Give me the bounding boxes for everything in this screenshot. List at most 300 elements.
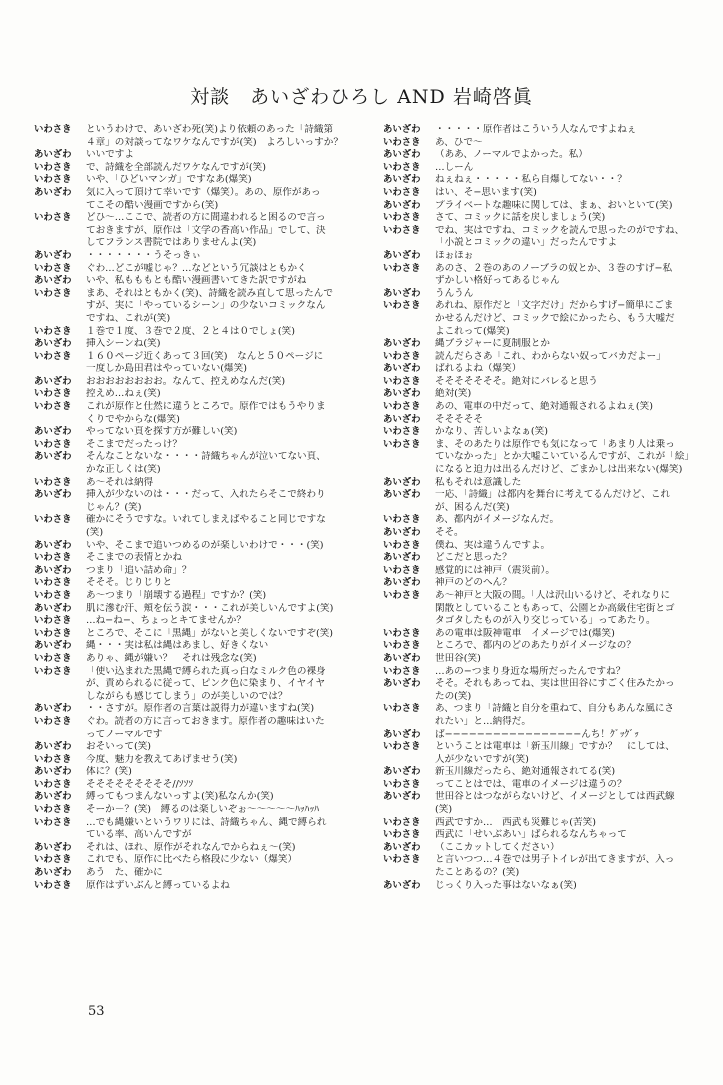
dialogue-line <box>34 590 352 603</box>
dialogue-line <box>383 388 701 401</box>
dialogue-text: あのさ、２巻のあのノーブラの奴とか、３巻のすげ−私 <box>435 262 673 274</box>
dialogue-text: 気に入って頂けて幸いです（爆笑）。あの、原作があっ <box>86 186 321 198</box>
dialogue-line <box>34 703 352 716</box>
dialogue-text: いや、「ひどいマンガ」ですなあ(爆笑) <box>86 174 252 186</box>
dialogue-text: 挿入シーンね(笑) <box>86 338 161 350</box>
dialogue-text: 挿入が少ないのは・・・だって、入れたらそこで終わり <box>86 489 326 501</box>
page-number: 53 <box>88 1004 105 1019</box>
speaker-name <box>34 527 86 540</box>
dialogue-text: で、詩織を全部読んだワケなんですが(笑) <box>86 161 266 173</box>
speaker-name: あいざわ <box>383 728 421 740</box>
speaker-name: あいざわ <box>34 564 72 576</box>
dialogue-line <box>34 502 352 515</box>
dialogue-text: ている率、高いんですが <box>86 829 192 841</box>
dialogue-text: ばれるよね（爆笑） <box>435 363 522 375</box>
dialogue-line <box>34 439 352 452</box>
dialogue-line <box>383 200 701 213</box>
speaker-name: いわさき <box>34 174 72 186</box>
speaker-name: あいざわ <box>34 451 72 463</box>
dialogue-line <box>34 275 352 288</box>
speaker-name <box>383 313 435 326</box>
dialogue-line <box>34 351 352 364</box>
dialogue-text: ということは電車は「新玉川線」ですか？ にしては、 <box>435 741 675 753</box>
dialogue-line <box>34 426 352 439</box>
dialogue-line <box>383 703 701 716</box>
dialogue-text: かな正しくは(笑) <box>86 464 161 476</box>
dialogue-line <box>383 439 701 452</box>
dialogue-line <box>34 464 352 477</box>
dialogue-line <box>34 716 352 729</box>
speaker-name: いわさき <box>34 615 72 627</box>
dialogue-line <box>383 729 701 742</box>
speaker-name: いわさき <box>34 589 72 601</box>
dialogue-line <box>383 326 701 339</box>
dialogue-text: ぐわ…どこが嘘じゃ？…などという冗談はともかく <box>86 262 307 274</box>
dialogue-line <box>34 263 352 276</box>
speaker-name: あいざわ <box>383 527 421 538</box>
dialogue-line <box>34 552 352 565</box>
dialogue-line <box>383 514 701 527</box>
dialogue-line <box>383 577 701 590</box>
dialogue-text: ば−−−−−−−−−−−−−−−−−んち！ｸﾞｯｸﾞｯ <box>435 728 639 740</box>
dialogue-text: そこまでの表情とかね <box>86 552 182 564</box>
dialogue-text: やってない頁を探す方が難しい(笑) <box>86 426 238 438</box>
speaker-name <box>34 502 86 515</box>
dialogue-text: １６０ページ近くあって３回(笑) なんと５０ページに <box>86 350 324 362</box>
dialogue-text: 神戸のどのへん？ <box>435 577 512 589</box>
dialogue-line <box>383 552 701 565</box>
dialogue-text: そそそそそそそそそ//ｿｿｿ <box>86 778 194 790</box>
dialogue-text: ずかしい格好ってあるじゃん <box>435 275 560 287</box>
speaker-name <box>34 313 86 326</box>
dialogue-text: そこまでだったっけ？ <box>86 438 182 450</box>
speaker-name <box>34 414 86 427</box>
speaker-name: いわさき <box>383 854 421 866</box>
dialogue-text: 今度、魅力を教えてあげませう(笑) <box>86 753 238 765</box>
speaker-name: いわさき <box>383 665 421 677</box>
dialogue-text: ってノーマルです <box>86 728 163 740</box>
dialogue-text: あの電車は阪神電車 イメージでは(爆笑) <box>435 627 615 639</box>
dialogue-line <box>383 628 701 641</box>
speaker-name: いわさき <box>383 438 421 450</box>
dialogue-line <box>383 653 701 666</box>
dialogue-line <box>383 313 701 326</box>
dialogue-line <box>34 137 352 150</box>
speaker-name: いわさき <box>34 879 72 891</box>
dialogue-line <box>34 880 352 893</box>
dialogue-line <box>34 212 352 225</box>
speaker-name <box>34 829 86 842</box>
dialogue-text: たの(笑) <box>435 690 472 702</box>
speaker-name: あいざわ <box>383 879 421 891</box>
dialogue-line <box>383 880 701 893</box>
dialogue-text: (笑) <box>86 527 104 538</box>
speaker-name: いわさき <box>383 627 421 639</box>
speaker-name: いわさき <box>383 186 421 198</box>
dialogue-line <box>383 300 701 313</box>
speaker-name: あいざわ <box>383 552 421 564</box>
dialogue-line <box>34 477 352 490</box>
speaker-name <box>383 867 435 880</box>
dialogue-text: ってことはでは、電車のイメージは違うの？ <box>435 778 627 790</box>
speaker-name: あいざわ <box>34 338 72 350</box>
speaker-name: あいざわ <box>34 841 72 853</box>
dialogue-line <box>383 237 701 250</box>
dialogue-text: …あの−つまり身近な場所だったんですね？ <box>435 665 626 677</box>
speaker-name: あいざわ <box>383 791 421 803</box>
speaker-name: いわさき <box>383 300 421 312</box>
dialogue-text: ぐわ。読者の方に言っておきます。原作者の趣味はいた <box>86 715 325 727</box>
dialogue-line <box>34 414 352 427</box>
dialogue-line <box>383 401 701 414</box>
speaker-name <box>34 729 86 742</box>
dialogue-text: おそいって(笑) <box>86 741 152 753</box>
dialogue-line <box>34 514 352 527</box>
speaker-name: いわさき <box>34 715 72 727</box>
dialogue-text: ・・・・・原作者はこういう人なんですよねぇ <box>435 124 637 135</box>
speaker-name: いわさき <box>383 816 421 828</box>
dialogue-line <box>383 477 701 490</box>
dialogue-text: でね、実はですね、コミックを読んで思ったのがですね、 <box>435 224 685 236</box>
right-column <box>383 124 701 892</box>
dialogue-line <box>383 829 701 842</box>
speaker-name: あいざわ <box>383 149 421 161</box>
dialogue-text: 控えめ…ねぇ(笑) <box>86 388 161 400</box>
speaker-name: いわさき <box>34 816 72 828</box>
speaker-name: あいざわ <box>383 287 421 299</box>
dialogue-text: そそそそそそそ。絶対にバレると思う <box>435 375 598 387</box>
dialogue-line <box>34 817 352 830</box>
dialogue-text: …しーん <box>435 161 474 173</box>
dialogue-line <box>34 200 352 213</box>
speaker-name: いわさき <box>34 124 72 135</box>
speaker-name <box>34 464 86 477</box>
dialogue-line <box>34 326 352 339</box>
dialogue-line <box>34 288 352 301</box>
dialogue-line <box>34 829 352 842</box>
speaker-name: あいざわ <box>34 149 72 161</box>
dialogue-text: 私もそれは意識した <box>435 476 522 488</box>
dialogue-line <box>34 388 352 401</box>
dialogue-line <box>383 376 701 389</box>
dialogue-line <box>34 842 352 855</box>
speaker-name: いわさき <box>383 514 421 526</box>
speaker-name: いわさき <box>383 350 421 362</box>
dialogue-line <box>383 162 701 175</box>
dialogue-line <box>34 401 352 414</box>
speaker-name: いわさき <box>383 161 421 173</box>
dialogue-text: になると迫力は出るんだけど、ごまかしは出来ない(爆笑) <box>435 464 683 476</box>
dialogue-text: そそそそそ <box>435 413 483 425</box>
dialogue-line <box>383 225 701 238</box>
dialogue-line <box>383 779 701 792</box>
dialogue-text: うんうん <box>435 287 474 299</box>
dialogue-text: あ、都内がイメージなんだ。 <box>435 514 560 526</box>
dialogue-text: ・・さすが。原作者の言葉は説得力が違いますね(笑) <box>86 703 315 715</box>
dialogue-text: が、困るんだ(笑) <box>435 501 510 513</box>
speaker-name: いわさき <box>383 829 421 841</box>
speaker-name <box>34 363 86 376</box>
dialogue-text: ていなかった」とか大嘘こいているんですが、これが「絵」 <box>435 451 695 463</box>
dialogue-line <box>383 149 701 162</box>
speaker-name <box>34 200 86 213</box>
dialogue-line <box>383 678 701 691</box>
dialogue-line <box>34 489 352 502</box>
dialogue-text: あの、電車の中だって、絶対通報されるよねぇ(笑) <box>435 401 653 413</box>
speaker-name: あいざわ <box>383 174 421 186</box>
dialogue-text: (笑) <box>435 804 453 816</box>
speaker-name: あいざわ <box>34 375 72 387</box>
dialogue-line <box>34 338 352 351</box>
speaker-name <box>34 678 86 691</box>
dialogue-text: これでも、原作に比べたら格段に少ない（爆笑） <box>86 854 298 866</box>
speaker-name: いわさき <box>34 350 72 362</box>
dialogue-line <box>383 842 701 855</box>
dialogue-line <box>383 275 701 288</box>
dialogue-text: 感覚的には神戸（震災前）。 <box>435 564 555 576</box>
dialogue-text: よこれって(爆笑) <box>435 325 510 337</box>
speaker-name: あいざわ <box>383 388 421 400</box>
speaker-name: あいざわ <box>383 363 421 375</box>
speaker-name: あいざわ <box>383 577 421 589</box>
speaker-name <box>383 615 435 628</box>
dialogue-text: くりでやからな(爆笑) <box>86 413 180 425</box>
dialogue-text: 縛ってもつまんないっすよ(笑)私なんか(笑) <box>86 791 274 803</box>
speaker-name: あいざわ <box>34 602 72 614</box>
speaker-name: いわさき <box>34 552 72 564</box>
dialogue-line <box>34 729 352 742</box>
speaker-name: いわさき <box>383 401 421 413</box>
speaker-name: あいざわ <box>383 199 421 211</box>
dialogue-text: さて、コミックに話を戻しましょう(笑) <box>435 212 606 224</box>
dialogue-text: ほぉほぉ <box>435 249 474 261</box>
dialogue-text: どこだと思った？ <box>435 552 512 564</box>
dialogue-text: 世田谷とはつながらないけど、イメージとしては西武線 <box>435 791 675 803</box>
dialogue-text: １巻で１度、３巻で２度、２と４は０でしょ(笑) <box>86 325 295 337</box>
dialogue-text: 一度しか島田君はやっていない(爆笑) <box>86 363 247 375</box>
speaker-name: いわさき <box>383 136 421 148</box>
speaker-name: いわさき <box>34 438 72 450</box>
dialogue-text: （ここカットしてください） <box>435 841 560 853</box>
dialogue-text: じゃん？(笑) <box>86 501 142 513</box>
speaker-name: あいざわ <box>34 791 72 803</box>
dialogue-line <box>34 124 352 137</box>
dialogue-line <box>383 212 701 225</box>
speaker-name <box>383 275 435 288</box>
speaker-name <box>383 326 435 339</box>
dialogue-text: 読んだらさあ「これ、わからない奴ってバカだよー」 <box>435 350 666 362</box>
dialogue-text: 「使い込まれた黒縄で縛られた真っ白なミルク色の裸身 <box>86 665 326 677</box>
speaker-name: いわさき <box>34 577 72 589</box>
speaker-name: あいざわ <box>383 476 421 488</box>
dialogue-text: あ〜神戸と大阪の間。「人は沢山いるけど、それなりに <box>435 589 671 601</box>
speaker-name: あいざわ <box>383 489 421 501</box>
dialogue-line <box>383 451 701 464</box>
speaker-name: いわさき <box>383 375 421 387</box>
speaker-name <box>34 237 86 250</box>
dialogue-line <box>383 741 701 754</box>
dialogue-line <box>383 565 701 578</box>
left-column <box>34 124 352 892</box>
dialogue-text: かせるんだけど、コミックで絵にかったら、もう大嘘だ <box>435 312 675 324</box>
dialogue-text: はい、そ−思います(笑) <box>435 186 537 198</box>
dialogue-line <box>34 615 352 628</box>
dialogue-line <box>34 766 352 779</box>
speaker-name: あいざわ <box>383 678 421 690</box>
speaker-name: あいざわ <box>34 186 72 198</box>
speaker-name: あいざわ <box>383 249 421 261</box>
dialogue-line <box>383 640 701 653</box>
dialogue-line <box>34 187 352 200</box>
dialogue-line <box>34 603 352 616</box>
speaker-name: いわさき <box>383 703 421 715</box>
dialogue-text: すが、実に「やっているシーン」の少ないコミックなん <box>86 300 326 312</box>
dialogue-line <box>383 854 701 867</box>
dialogue-text: ところで、そこに「黒縄」がないと美しくないですぞ(笑) <box>86 627 334 639</box>
dialogue-text: そそそ。じりじりと <box>86 577 173 589</box>
speaker-name <box>34 691 86 704</box>
dialogue-text: 「小説とコミックの違い」だったんですよ <box>435 237 618 249</box>
dialogue-text: が、責められるに従って、ピンク色に染まり、イヤイヤ <box>86 678 326 690</box>
speaker-name: あいざわ <box>34 539 72 551</box>
dialogue-line <box>34 527 352 540</box>
dialogue-text: 縄・・・実は私は縄はあまし、好きくない <box>86 640 269 652</box>
dialogue-line <box>383 527 701 540</box>
speaker-name <box>383 804 435 817</box>
dialogue-line <box>383 351 701 364</box>
speaker-name <box>383 502 435 515</box>
speaker-name: いわさき <box>383 589 421 601</box>
dialogue-line <box>34 162 352 175</box>
speaker-name: あいざわ <box>383 338 421 350</box>
dialogue-line <box>34 678 352 691</box>
dialogue-line <box>383 338 701 351</box>
dialogue-text: （ああ、ノーマルでよかった。私） <box>435 149 588 161</box>
dialogue-text: というわけで、あいざわ死(笑)より依頼のあった「詩織第 <box>86 124 334 135</box>
dialogue-text: 体に？(笑) <box>86 766 132 778</box>
dialogue-line <box>383 250 701 263</box>
dialogue-line <box>34 451 352 464</box>
speaker-name: いわさき <box>34 325 72 337</box>
dialogue-text: それは、ほれ、原作がそれなんでからねぇ〜(笑) <box>86 841 296 853</box>
dialogue-line <box>383 754 701 767</box>
dialogue-line <box>34 376 352 389</box>
dialogue-text: 原作はずいぶんと縛っているよね <box>86 879 230 891</box>
dialogue-text: プライベートな趣味に関しては、まぁ、おいといて(笑) <box>435 199 673 211</box>
dialogue-text: しながらも感じてしまう」のが美しいのでは？ <box>86 690 288 702</box>
dialogue-text: …ね−ね−、ちょっとキてませんか？ <box>86 615 246 627</box>
dialogue-line <box>383 791 701 804</box>
speaker-name: いわさき <box>34 212 72 224</box>
dialogue-line <box>383 363 701 376</box>
speaker-name: あいざわ <box>34 766 72 778</box>
speaker-name: いわさき <box>383 224 421 236</box>
dialogue-line <box>34 628 352 641</box>
dialogue-line <box>34 691 352 704</box>
speaker-name: いわさき <box>383 640 421 652</box>
speaker-name: いわさき <box>34 388 72 400</box>
dialogue-text: ありゃ、縄が嫌い？ それは残念な(笑) <box>86 652 257 664</box>
speaker-name: いわさき <box>383 741 421 753</box>
dialogue-line <box>34 225 352 238</box>
page-title: 対談 あいざわひろし AND 岩崎啓眞 <box>190 86 533 108</box>
dialogue-text: あ〜つまり「崩壊する過程」ですか？(笑) <box>86 589 267 601</box>
dialogue-line <box>34 804 352 817</box>
speaker-name: いわさき <box>34 161 72 173</box>
dialogue-line <box>383 590 701 603</box>
speaker-name <box>34 137 86 150</box>
dialogue-text: 閑散としていることもあって、公園とか高級住宅街とゴ <box>435 602 675 614</box>
dialogue-line <box>383 540 701 553</box>
speaker-name: いわさき <box>34 514 72 526</box>
dialogue-text: つまり「追い詰め命」？ <box>86 564 192 576</box>
dialogue-text: まあ、それはともかく(笑)、詩織を読み直して思ったんで <box>86 287 333 299</box>
speaker-name: あいざわ <box>383 413 421 425</box>
dialogue-line <box>34 741 352 754</box>
dialogue-text: あ、つまり「詩織と自分を重ねて、自分もあんな風にさ <box>435 703 675 715</box>
dialogue-text: 肌に滲む汗、頬を伝う涙・・・これが美しいんですよ(笑) <box>86 602 334 614</box>
dialogue-line <box>383 187 701 200</box>
dialogue-line <box>383 263 701 276</box>
dialogue-line <box>383 867 701 880</box>
speaker-name: いわさき <box>34 854 72 866</box>
dialogue-line <box>34 540 352 553</box>
dialogue-text: 絶対(笑) <box>435 388 472 400</box>
dialogue-text: じっくり入った事はないなぁ(笑) <box>435 879 577 891</box>
speaker-name: あいざわ <box>383 652 421 664</box>
dialogue-text: あ、ひで〜 <box>435 136 483 148</box>
dialogue-text: 西武に「せいぶあい」ばられるなんちゃって <box>435 829 627 841</box>
speaker-name: いわさき <box>34 627 72 639</box>
dialogue-line <box>383 124 701 137</box>
speaker-name <box>383 691 435 704</box>
dialogue-line <box>383 817 701 830</box>
dialogue-text: してフランス書院ではありませんよ(笑) <box>86 237 257 249</box>
dialogue-line <box>383 804 701 817</box>
dialogue-text: 確かにそうですな。いれてしまえばやること同じですな <box>86 514 326 526</box>
dialogue-line <box>34 779 352 792</box>
dialogue-text: いいですよ <box>86 149 134 161</box>
dialogue-text: ねぇねぇ・・・・・私ら自爆してない・・？ <box>435 174 627 186</box>
speaker-name: いわさき <box>383 262 421 274</box>
speaker-name: あいざわ <box>34 703 72 715</box>
speaker-name: あいざわ <box>34 275 72 287</box>
speaker-name: いわさき <box>383 426 421 438</box>
speaker-name <box>383 464 435 477</box>
speaker-name: いわさき <box>383 539 421 551</box>
speaker-name <box>383 716 435 729</box>
speaker-name <box>34 300 86 313</box>
dialogue-line <box>34 237 352 250</box>
dialogue-line <box>34 250 352 263</box>
dialogue-text: そーか－？(笑) 縛るのは楽しいぞぉ〜〜〜〜〜ﾊｯﾊｯﾊ <box>86 804 319 816</box>
speaker-name: あいざわ <box>383 766 421 778</box>
speaker-name: あいざわ <box>34 489 72 501</box>
speaker-name: あいざわ <box>383 841 421 853</box>
dialogue-text: タゴタしたものが入り交じっている」ってあたり。 <box>435 615 656 627</box>
dialogue-line <box>34 854 352 867</box>
dialogue-text: 一応、「詩織」は都内を舞台に考えてるんだけど、これ <box>435 489 671 501</box>
dialogue-line <box>34 300 352 313</box>
dialogue-line <box>383 414 701 427</box>
dialogue-line <box>383 174 701 187</box>
speaker-name: いわさき <box>34 804 72 816</box>
dialogue-text: と言いつつ…４巻では男子トイレが出てきますが、入っ <box>435 854 675 866</box>
speaker-name: あいざわ <box>34 741 72 753</box>
dialogue-line <box>383 288 701 301</box>
speaker-name: いわさき <box>34 665 72 677</box>
dialogue-text: ですね、これが(笑) <box>86 312 171 324</box>
